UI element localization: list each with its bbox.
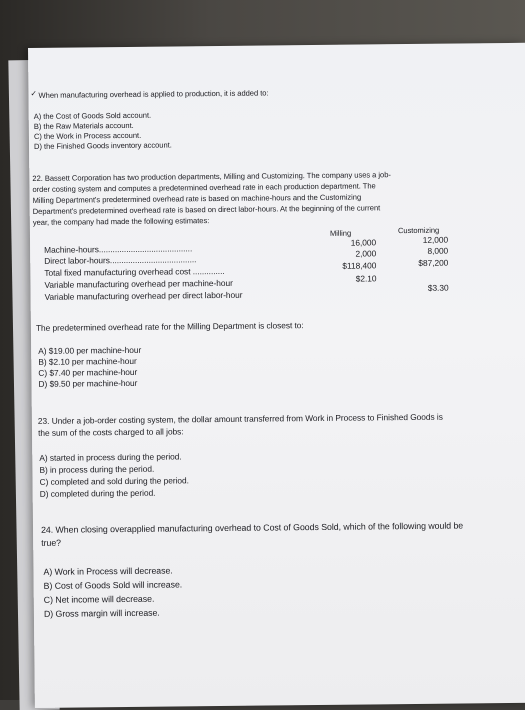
row-milling-fixed-overhead: $118,400: [342, 260, 377, 271]
check-mark: ✓: [30, 88, 37, 98]
q24-option-b: B) Cost of Goods Sold will increase.: [43, 579, 183, 591]
col-header-milling: Milling: [329, 228, 352, 238]
q24-option-a: A) Work in Process will decrease.: [43, 565, 173, 577]
q22-option-a: A) $19.00 per machine-hour: [38, 344, 142, 356]
q21-question: When manufacturing overhead is applied to production, it is added to:: [38, 88, 269, 100]
q23-option-b: B) in process during the period.: [39, 463, 155, 475]
row-milling-variable-per-mh: $2.10: [355, 273, 377, 284]
row-customizing-fixed-overhead: $87,200: [418, 257, 449, 268]
q22-option-c: C) $7.40 per machine-hour: [38, 366, 138, 378]
q24-option-c: C) Net income will decrease.: [43, 593, 155, 605]
q21-option-d: D) the Finished Goods inventory account.: [33, 140, 172, 151]
q22-question-line-3: Milling Department's predetermined overhead rate is based on machine-hours and the Customizing: [32, 192, 362, 205]
q22-question-line-4: Department's predetermined overhead rate is based on direct labor-hours. At the beginning of the current: [32, 203, 381, 216]
q21-option-b: B) the Raw Materials account.: [33, 120, 134, 131]
q22-option-b: B) $2.10 per machine-hour: [38, 355, 137, 367]
q23-question-line-2: the sum of the costs charged to all jobs:: [37, 426, 184, 438]
row-label-variable-per-mh: Variable manufacturing overhead per machine-hour: [44, 277, 233, 290]
q24-option-d: D) Gross margin will increase.: [43, 607, 160, 619]
row-milling-machine-hours: 16,000: [350, 237, 377, 248]
q22-option-d: D) $9.50 per machine-hour: [38, 377, 138, 389]
q22-prompt: The predetermined overhead rate for the Milling Department is closest to:: [35, 320, 304, 333]
q23-option-a: A) started in process during the period.: [39, 451, 182, 463]
q22-question-line-5: year, the company had made the following estimates:: [32, 216, 210, 227]
row-label-fixed-overhead: Total fixed manufacturing overhead cost ..............: [44, 265, 225, 278]
row-milling-direct-labor-hours: 2,000: [355, 248, 377, 259]
q21-option-c: C) the Work in Process account.: [33, 130, 142, 141]
q24-question-line-2: true?: [41, 537, 62, 548]
q23-option-c: C) completed and sold during the period.: [39, 475, 189, 487]
row-label-variable-per-dlh: Variable manufacturing overhead per direct labor-hour: [44, 289, 243, 302]
q22-question-line-2: order costing system and computes a predetermined overhead rate in each production department. The: [32, 181, 376, 194]
q22-question-line-1: 22. Bassett Corporation has two production departments, Milling and Customizing. The company uses a job-: [32, 170, 391, 183]
q24-question-line-1: 24. When closing overapplied manufacturing overhead to Cost of Goods Sold, which of the following would be: [40, 520, 464, 535]
row-label-direct-labor-hours: Direct labor-hours......................................: [44, 254, 197, 266]
row-customizing-machine-hours: 12,000: [422, 234, 449, 245]
row-label-machine-hours: Machine-hours.........................................: [44, 243, 193, 255]
exam-page: [28, 43, 525, 708]
q21-option-a: A) the Cost of Goods Sold account.: [33, 110, 152, 121]
q23-question-line-1: 23. Under a job-order costing system, the dollar amount transferred from Work in Process to Finished Goods is: [37, 411, 443, 426]
row-customizing-direct-labor-hours: 8,000: [427, 245, 449, 256]
col-header-customizing: Customizing: [397, 225, 440, 236]
row-customizing-variable-per-dlh: $3.30: [427, 282, 449, 293]
q23-option-d: D) completed during the period.: [39, 487, 156, 499]
